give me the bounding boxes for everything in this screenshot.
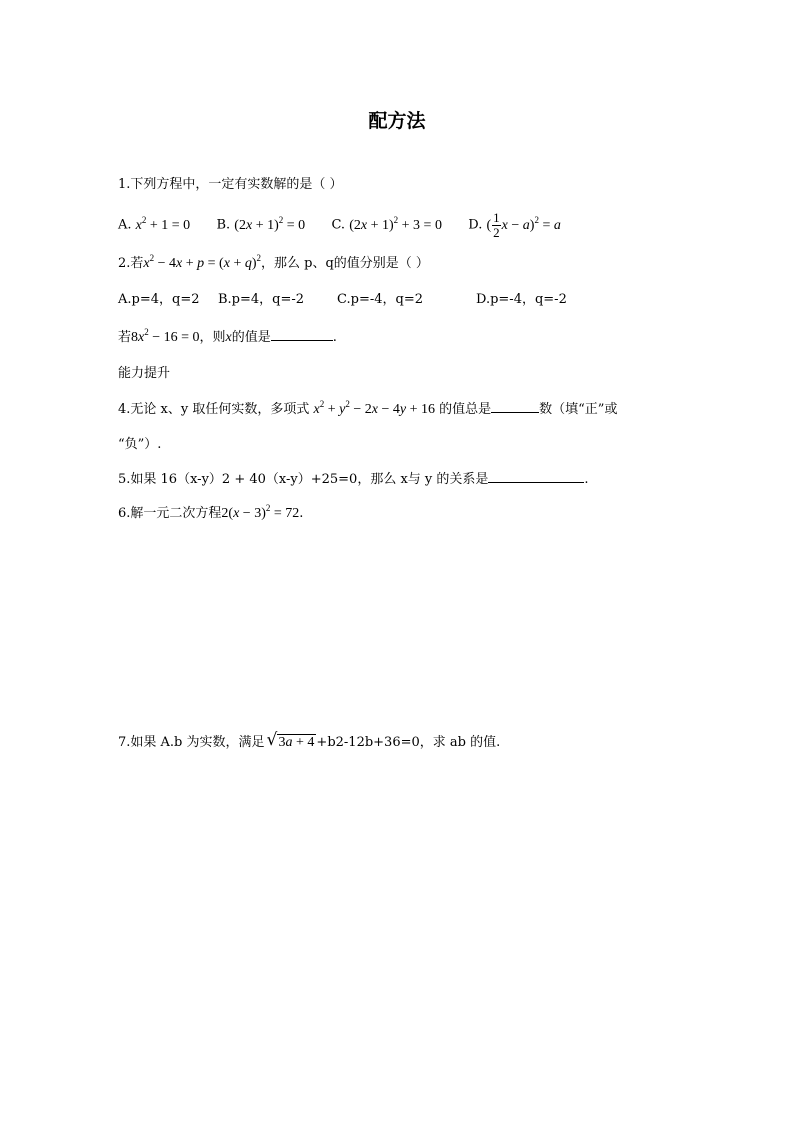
option-a-label: A. bbox=[118, 217, 132, 233]
answer-blank[interactable] bbox=[488, 470, 584, 483]
option-d-label: D. bbox=[468, 217, 483, 233]
page-title: 配方法 bbox=[368, 110, 426, 132]
option-c-label: C. bbox=[331, 217, 346, 233]
option-b-label: B. bbox=[216, 217, 231, 233]
option-a-equation: $x^2 + 1 = 0$ bbox=[135, 214, 191, 233]
question-2-option-c: C.p=-4，q=2 bbox=[337, 292, 423, 307]
option-c-equation: $(2x + 1)^2 + 3 = 0$ bbox=[349, 214, 442, 233]
question-2-option-a: A.p=4，q=2 bbox=[118, 292, 200, 307]
question-3-stem: 若$8x^2 - 16 = 0$，则x的值是 . bbox=[118, 327, 337, 345]
answer-blank[interactable] bbox=[491, 400, 539, 413]
question-6-stem: 6.解一元二次方程$2(x - 3)^2 = 72$. bbox=[118, 503, 304, 521]
question-2-option-b: B.p=4，q=-2 bbox=[218, 292, 305, 307]
question-7-stem: 7.如果 A.b 为实数，满足 √ 3a + 4 +b2-12b+36=0，求 ab 的值. bbox=[118, 730, 501, 750]
question-2-stem: 2.若$x^2 - 4x + p = (x + q)^2$，那么 p、q的值分别是（ ） bbox=[118, 253, 429, 271]
question-1-stem: 1.下列方程中，一定有实数解的是（ ） bbox=[118, 177, 343, 192]
question-2-option-d: D.p=-4，q=-2 bbox=[476, 292, 567, 307]
option-b-equation: $(2x + 1)^2 = 0$ bbox=[234, 214, 306, 233]
answer-blank[interactable] bbox=[271, 328, 333, 341]
option-d-equation: ( $\frac{1}{2}$ x − a)$^2$ = a bbox=[486, 210, 561, 240]
question-6-equation: $2(x - 3)^2 = 72$ bbox=[221, 503, 300, 521]
question-2-equation: $x^2 - 4x + p = (x + q)^2$ bbox=[143, 253, 262, 271]
square-root-expression: √ 3a + 4 bbox=[266, 730, 315, 750]
question-3-equation: $8x^2 - 16 = 0$ bbox=[131, 327, 200, 345]
question-1-options bbox=[118, 211, 561, 240]
question-4-polynomial: $x^2 + y^2 - 2x - 4y + 16$ bbox=[313, 399, 435, 417]
question-4-line2: “负”）. bbox=[118, 437, 162, 452]
fraction-one-half: $\frac{1}{2}$ bbox=[493, 210, 500, 240]
question-4-stem: 4.无论 x、y 取任何实数，多项式 $x^2 + y^2 - 2x - 4y + 16$ 的值总是 数（填“正”或 bbox=[118, 399, 618, 417]
section-heading: 能力提升 bbox=[118, 366, 171, 381]
question-5-stem: 5.如果 16（x-y）2 + 40（x-y）+25=0，那么 x与 y 的关系是 . bbox=[118, 472, 589, 487]
question-3-variable: x bbox=[225, 330, 232, 345]
